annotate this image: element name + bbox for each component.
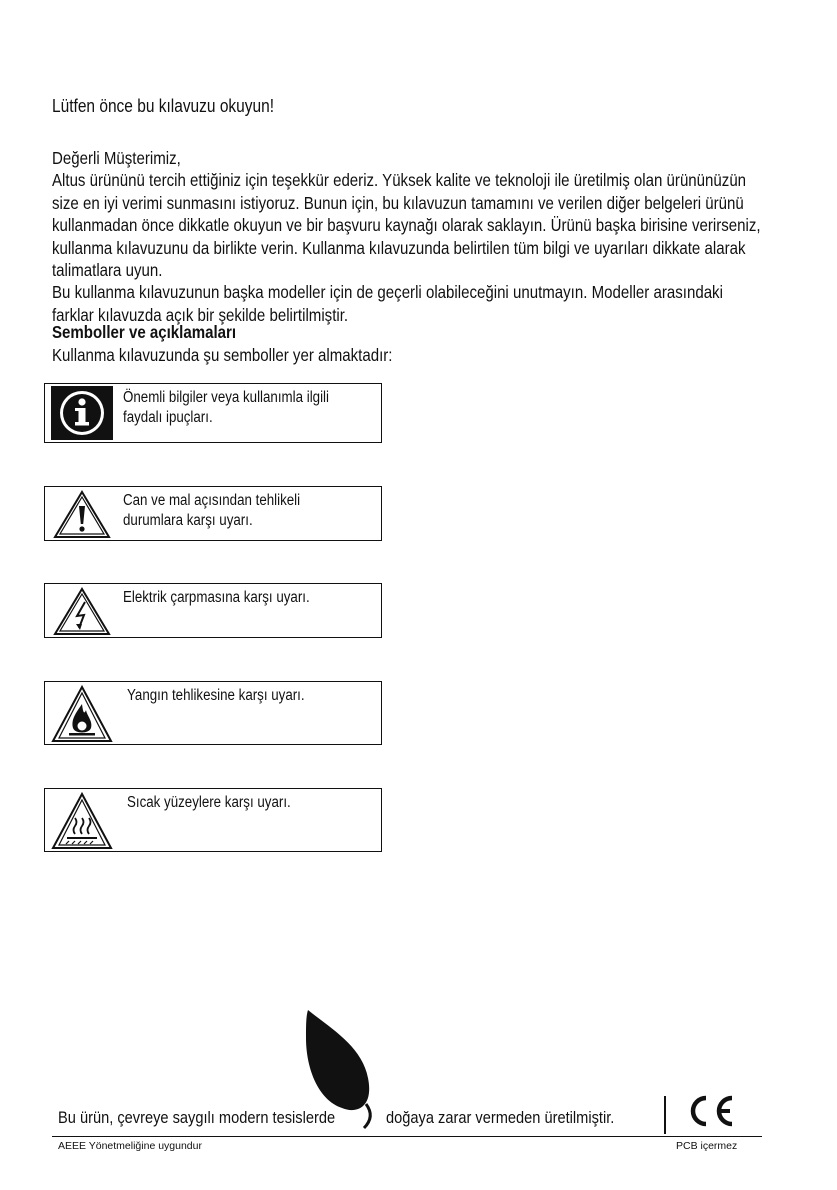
info-icon xyxy=(51,386,113,445)
intro-line: Bu kullanma kılavuzunun başka modeller için de geçerli olabileceğini unutmayın. Modeller arasındaki xyxy=(52,282,723,303)
intro-paragraph xyxy=(52,147,761,326)
intro-line: kullanma kılavuzunu da birlikte verin. Kullanma kılavuzunda belirtilen tüm bilgi ve uyarıları dikkate alarak xyxy=(52,237,746,258)
symbol-text: Önemli bilgiler veya kullanımla ilgili faydalı ipuçları. xyxy=(123,389,329,426)
hot-surface-icon xyxy=(51,791,113,856)
symbol-text: Elektrik çarpmasına karşı uyarı. xyxy=(123,589,310,606)
symbol-box-warning xyxy=(44,486,382,541)
divider-vertical xyxy=(664,1096,666,1134)
intro-line: kullanmadan önce dikkatle okuyun ve bir başvuru kaynağı olarak saklayın. Ürünü başka birisine verirseniz, xyxy=(52,215,761,236)
intro-line: farklar kılavuzda açık bir şekilde belirtilmiştir. xyxy=(52,304,349,325)
symbol-box-hot-surface xyxy=(44,788,382,852)
pcb-note: PCB içermez xyxy=(676,1140,738,1152)
symbol-box-electric xyxy=(44,583,382,638)
symbol-text: Yangın tehlikesine karşı uyarı. xyxy=(127,687,305,704)
fire-hazard-icon xyxy=(51,684,113,749)
symbol-box-info xyxy=(44,383,382,443)
symbol-text: Sıcak yüzeylere karşı uyarı. xyxy=(127,794,291,811)
warning-exclamation-icon xyxy=(51,489,113,544)
symbols-heading: Semboller ve açıklamaları xyxy=(52,322,237,342)
page-title: Lütfen önce bu kılavuzu okuyun! xyxy=(52,96,275,116)
ce-mark-icon xyxy=(684,1093,736,1134)
intro-line: talimatlara uyun. xyxy=(52,260,163,281)
eco-text-right: doğaya zarar vermeden üretilmiştir. xyxy=(386,1108,615,1127)
weee-note: AEEE Yönetmeliğine uygundur xyxy=(58,1140,202,1152)
symbol-box-fire xyxy=(44,681,382,745)
footer-rule xyxy=(52,1136,762,1137)
electric-shock-icon xyxy=(51,586,113,641)
intro-line: Değerli Müşterimiz, xyxy=(52,148,181,168)
symbols-subtitle: Kullanma kılavuzunda şu semboller yer almaktadır: xyxy=(52,345,393,365)
symbol-text: Can ve mal açısından tehlikeli durumlara karşı uyarı. xyxy=(123,492,301,529)
eco-text-left: Bu ürün, çevreye saygılı modern tesislerde xyxy=(58,1108,336,1127)
intro-line: size en iyi verimi sunmasını istiyoruz. Bunun için, bu kılavuzun tamamını ve verilen diğer belgeleri ürünü xyxy=(52,192,744,213)
intro-line: Altus ürününü tercih ettiğiniz için teşekkür ederiz. Yüksek kalite ve teknoloji ile üretilmiş olan ürününüzün xyxy=(52,170,747,191)
